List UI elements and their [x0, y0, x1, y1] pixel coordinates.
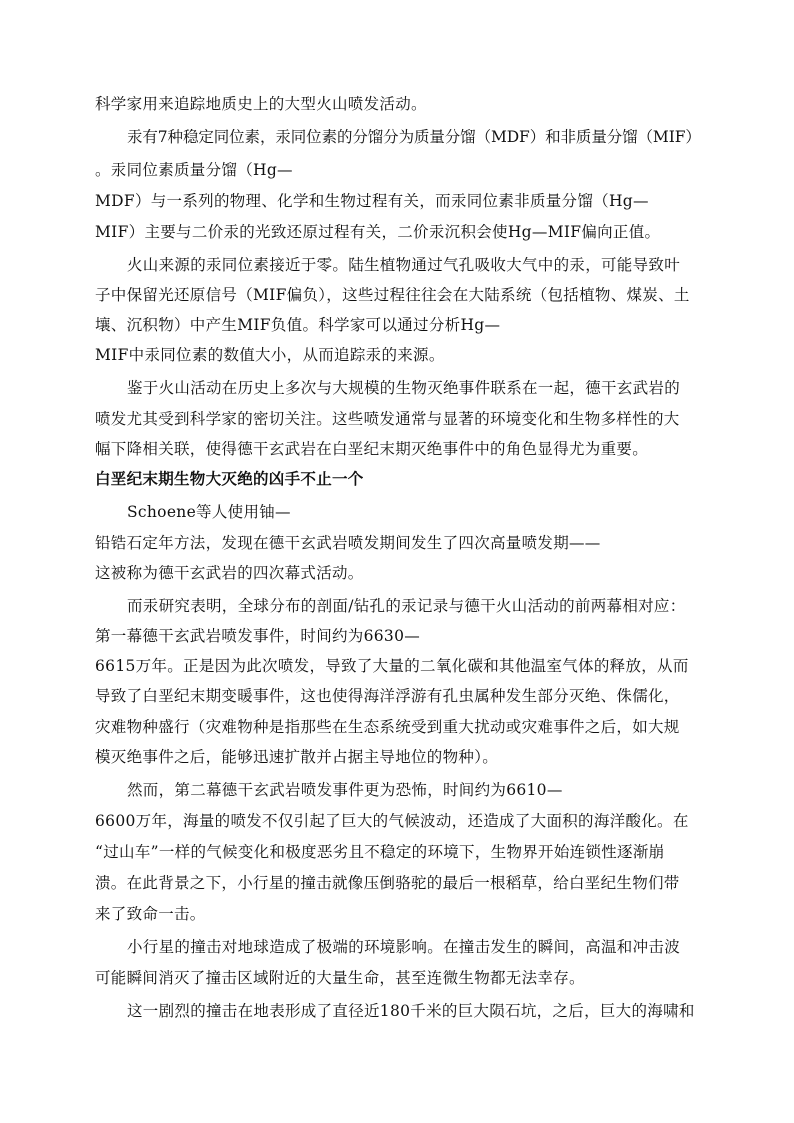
text-line: Schoene等人使用铀— — [127, 503, 291, 521]
text-line: “过山车”一样的气候变化和极度恶劣且不稳定的环境下，生物界开始连锁性逐渐崩 — [95, 843, 665, 861]
text-line: 第一幕德干玄武岩喷发事件，时间约为6630— — [95, 627, 421, 645]
text-line: 6600万年，海量的喷发不仅引起了巨大的气候波动，还造成了大面积的海洋酸化。在 — [95, 812, 689, 830]
text-line: 模灭绝事件之后，能够迅速扩散并占据主导地位的物种）。 — [95, 748, 499, 766]
text-line: 汞有7种稳定同位素，汞同位素的分馏分为质量分馏（MDF）和非质量分馏（MIF） — [127, 128, 701, 146]
text-line: MDF）与一系列的物理、化学和生物过程有关，而汞同位素非质量分馏（Hg— — [95, 192, 649, 210]
text-line: 而汞研究表明，全球分布的剖面/钻孔的汞记录与德干火山活动的前两幕相对应： — [127, 597, 686, 615]
text-line: 喷发尤其受到科学家的密切关注。这些喷发通常与显著的环境变化和生物多样性的大 — [95, 410, 680, 428]
text-line: 然而，第二幕德干玄武岩喷发事件更为恐怖，时间约为6610— — [127, 781, 563, 799]
section-heading: 白垩纪末期生物大灭绝的凶手不止一个 — [95, 470, 364, 488]
text-line: 幅下降相关联，使得德干玄武岩在白垩纪末期灭绝事件中的角色显得尤为重要。 — [95, 440, 649, 458]
text-line: 这一剧烈的撞击在地表形成了直径近180千米的巨大陨石坑，之后，巨大的海啸和 — [127, 1002, 695, 1020]
text-line: 6615万年。正是因为此次喷发，导致了大量的二氧化碳和其他温室气体的释放，从而 — [95, 657, 689, 675]
text-line: 科学家用来追踪地质史上的大型火山喷发活动。 — [95, 95, 427, 113]
text-line: 铅锆石定年方法，发现在德干玄武岩喷发期间发生了四次高量喷发期—— — [95, 534, 601, 552]
text-line: 灾难物种盛行（灾难物种是指那些在生态系统受到重大扰动或灾难事件之后，如大规 — [95, 718, 680, 736]
text-line: 溃。在此背景之下，小行星的撞击就像压倒骆驼的最后一根稻草，给白垩纪生物们带 — [95, 874, 680, 892]
text-line: MIF）主要与二价汞的光致还原过程有关，二价汞沉积会使Hg—MIF偏向正值。 — [95, 223, 661, 241]
text-line: 鉴于火山活动在历史上多次与大规模的生物灭绝事件联系在一起，德干玄武岩的 — [127, 379, 681, 397]
text-line: 。汞同位素质量分馏（Hg— — [95, 161, 293, 179]
text-line: 子中保留光还原信号（MIF偏负），这些过程往往会在大陆系统（包括植物、煤炭、土 — [95, 286, 690, 304]
text-line: 可能瞬间消灭了撞击区域附近的大量生命，甚至连微生物都无法幸存。 — [95, 969, 585, 987]
text-line: 火山来源的汞同位素接近于零。陆生植物通过气孔吸收大气中的汞，可能导致叶 — [127, 256, 681, 274]
text-line: 导致了白垩纪末期变暖事件，这也使得海洋浮游有孔虫属种发生部分灭绝、侏儒化， — [95, 687, 680, 705]
text-line: 壤、沉积物）中产生MIF负值。科学家可以通过分析Hg— — [95, 316, 501, 334]
text-line: 这被称为德干玄武岩的四次幕式活动。 — [95, 564, 364, 582]
text-line: 来了致命一击。 — [95, 905, 206, 923]
text-line: 小行星的撞击对地球造成了极端的环境影响。在撞击发生的瞬间，高温和冲击波 — [127, 938, 681, 956]
text-line: MIF中汞同位素的数值大小，从而追踪汞的来源。 — [95, 346, 445, 364]
